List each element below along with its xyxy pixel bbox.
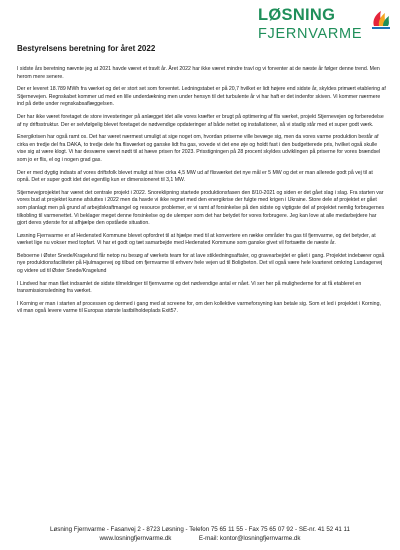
page-footer (0, 526, 400, 543)
paragraph-oster-snede: Beboerne i Øster Snede/Kragelund får netop nu besøg af værkets team for at lave stikledningsaftaler, og gravearbejdet er gået i gang. Projektet indebærer også nye produktionsfaciliteter på Hjulmagervej og tilbud om fjernvarme til erhverv hele vejen ud til Boligbeton. Det vil også være hele kvarteret omkring Lundagervej og videre ud til Øster Snede/Kragelund (17, 252, 385, 275)
paragraph-lindved: I Lindved har man fået indsamlet de sidste tilmeldinger til fjernvarme og det nødvendige antal er nået. Vi ser her på mulighederne for at få etableret en transmissionsledning fra værket. (17, 280, 362, 295)
company-logo (258, 6, 398, 48)
logo-text-fjernvarme: FJERNVARME (258, 26, 363, 42)
paragraph-hedensted: Løsning Fjernvarme er af Hedensted Kommune blevet opfordret til at hjælpe med til at konvertere en række områder fra gas til fjernvarme, og det betyder, at værket lige nu vokser med topfart. Vi har et godt og tæt samarbejde med Hedensted Kommune som ganske givet vil fortsætte de næste år. (17, 232, 376, 247)
paragraph-energy-crisis: Energikrisen har også ramt os. Det har været nærmest umuligt at sige noget om, hvordan priserne ville bevæge sig, men da vores varme produktion består af cirka en tredje del fra DAKA, to tredje dele fra flisværket og ganske lidt fra gas, vovede vi det ene øje og holdt fast i den budgetterede pris, hvilket også skulle vise sig at være klogt. Vi har desværre været nødt til at hæve prisen for 2023. Prisstigningen på 28 procent skyldes udviklingen på priserne for vores brændsel som jo er flis, el og i nogen grad gas. (17, 134, 381, 163)
paragraph-intro: I sidste års beretning nævnte jeg at 2021 havde været et travlt år. Året 2022 har ikke været mindre travl og vi forventer at de næste år følger denne trend. Men herom mere senere. (17, 66, 380, 80)
paragraph-delivery: Der er leveret 18.789 MWh fra værket og det er stort set som forventet. Ledningstabet er på 20,7 hvilket er lidt højere end sidste år, skyldes primært etablering af Stjernevejen. Regnskabet kommer ud med en lille underdækning men under hensyn til det turbulente år vi har haft er det indenfor skiven. Vi kommer nærmere ind på dette under regnskabsaflæggelsen. (17, 86, 386, 108)
paragraph-investments: Der har ikke været foretaget de store investeringer på anlægget idet alle vores kræfter er brugt på optimering af flis værket, projekt Stjernevejen og forberedelse af ny driftsstruktur. Der er selvfølgelig blevet foretaget de nødvendige opdateringer af både nettet og installationer, så vi stadig står med et super godt værk. (17, 113, 384, 128)
paragraph-korning: I Korning er man i starten af processen og dermed i gang med at screene for, om den kollektive varmeforsyning kan betale sig. Som et led i projektet i Korning, vil man også levere varme til Europas største lastbilholdeplads Exit57. (17, 300, 381, 315)
report-title: Bestyrelsens beretning for året 2022 (17, 44, 156, 53)
logo-text-losning: LØSNING (258, 6, 336, 24)
footer-contact: www.losningfjernvarme.dk E-mail: kontor@losningfjernvarme.dk (99, 534, 301, 542)
report-body (17, 44, 387, 321)
paragraph-stjernevej-project: Stjernevejprojektet har været det centrale projekt i 2022. Snoreklipning startede produktionsfasen den 8/10-2021 og siden er det gået slag i slag. Fra starten var vores bud at projektet kunne afsluttes i 2022 men da havde vi ikke regnet med den energikrise der fulgte med krigen i Ukraine. Store dele af projektet er gået som planlagt men på grund af arbejdskraftmangel og resource problemer, er vi ramt af forsinkelse på den sidste og vigtigste del af projektet nemlig forbrugernes tilkobling til varmenettet. Vi beklager meget denne forsinkelse og de ulemper som det har betydet for vores forbrugere. Jeg kan love at alle medarbejdere har gjort deres yderste for at afhjælpe den opståede situation. (17, 189, 385, 227)
logo-flame-icon (370, 8, 392, 30)
paragraph-capacity: Der er med dygtig indsats af vores driftsfolk blevet muligt at hive cirka 4,5 MW ud af flisværket det nye mål er 5 MW og det er man allerede godt på vej til at opnå. Det er super godt idet det egentlig kun er dimensioneret til 3,1 MW. (17, 169, 373, 184)
footer-address: Løsning Fjernvarme - Fasanvej 2 - 8723 Løsning - Telefon 75 65 11 55 - Fax 75 65 07 92 - SE-nr. 41 52 41 11 (50, 526, 350, 533)
